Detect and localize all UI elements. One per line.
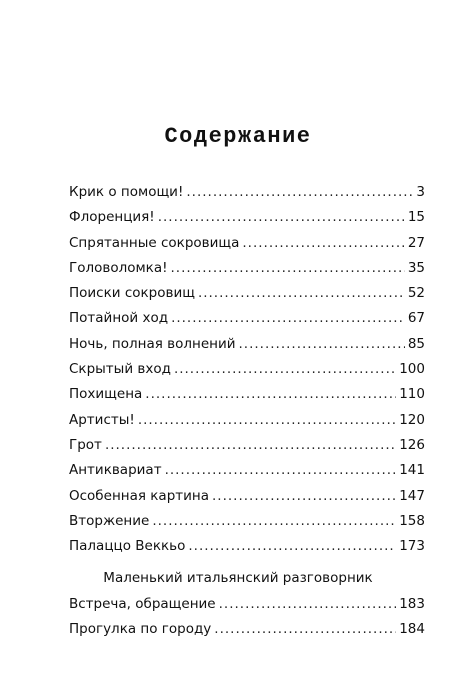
toc-entry-page: 3 [416,184,425,200]
dot-leader [214,617,396,642]
toc-entry[interactable] [69,592,425,617]
toc-entry-title: Артисты! [69,411,135,428]
toc-entry-title: Крик о помощи! [69,184,184,200]
toc-list [69,180,425,559]
toc-entry[interactable] [69,617,425,642]
toc-entry-title: Особенная картина [69,487,210,504]
dot-leader [212,484,396,509]
dot-leader [239,332,405,357]
dot-leader [158,205,405,230]
dot-leader [174,357,396,382]
toc-entry-title: Ночь, полная волнений [69,335,236,352]
toc-entry-title: Поиски сокровищ [69,285,195,302]
toc-entry[interactable] [69,408,425,433]
toc-entry-title: Похищена [69,386,143,403]
toc-entry-title: Вторжение [69,512,150,529]
toc-entry-page: 141 [399,462,425,479]
toc-entry-page: 173 [399,538,425,555]
dot-leader [138,408,396,433]
toc-entry-page: 184 [399,621,425,638]
toc-entry[interactable] [69,180,425,205]
toc-entry[interactable] [69,205,425,230]
appendix-list [69,592,425,643]
dot-leader [242,231,404,256]
toc-entry-title: Прогулка по городу [69,621,212,638]
toc-entry-title: Флоренция! [69,209,155,226]
toc-entry-title: Спрятанные сокровища [69,234,240,251]
toc-entry-page: 100 [399,361,425,378]
toc-entry[interactable] [69,256,425,281]
toc-entry-page: 183 [399,596,425,612]
dot-leader [198,281,405,306]
dot-leader [105,433,396,458]
toc-entry-page: 35 [407,259,425,276]
dot-leader [171,306,405,331]
toc-entry[interactable] [69,509,425,534]
toc-heading: Содержание [164,124,312,149]
toc-entry-page: 15 [407,209,425,226]
dot-leader [145,382,396,407]
toc-entry-page: 158 [399,512,425,529]
dot-leader [219,592,397,617]
toc-entry-title: Головоломка! [69,259,168,276]
toc-entry-page: 27 [407,234,425,251]
toc-entry-page: 120 [399,411,425,428]
toc-entry[interactable] [69,433,425,458]
toc-entry[interactable] [69,306,425,331]
appendix-heading: Маленький итальянский разговорник [103,570,373,586]
toc-entry-title: Палаццо Веккьо [69,538,186,555]
toc-entry[interactable] [69,281,425,306]
dot-leader [186,180,413,205]
dot-leader [152,509,396,534]
toc-entry-page: 85 [407,335,425,352]
toc-entry-page: 110 [399,386,425,403]
toc-entry[interactable] [69,458,425,483]
dot-leader [165,458,397,483]
toc-entry-page: 67 [407,310,425,327]
toc-entry-page: 147 [399,487,425,504]
toc-entry-page: 52 [407,285,425,302]
dot-leader [171,256,405,281]
toc-entry-title: Антиквариат [69,462,162,479]
toc-entry-title: Скрытый вход [69,361,171,378]
toc-entry[interactable] [69,357,425,382]
toc-entry[interactable] [69,484,425,509]
dot-leader [188,534,396,559]
toc-entry[interactable] [69,534,425,559]
toc-entry[interactable] [69,231,425,256]
toc-entry[interactable] [69,382,425,407]
toc-entry-title: Встреча, обращение [69,596,216,612]
toc-entry-title: Потайной ход [69,310,169,327]
toc-entry-title: Грот [69,436,102,453]
toc-entry-page: 126 [399,436,425,453]
toc-entry[interactable] [69,332,425,357]
